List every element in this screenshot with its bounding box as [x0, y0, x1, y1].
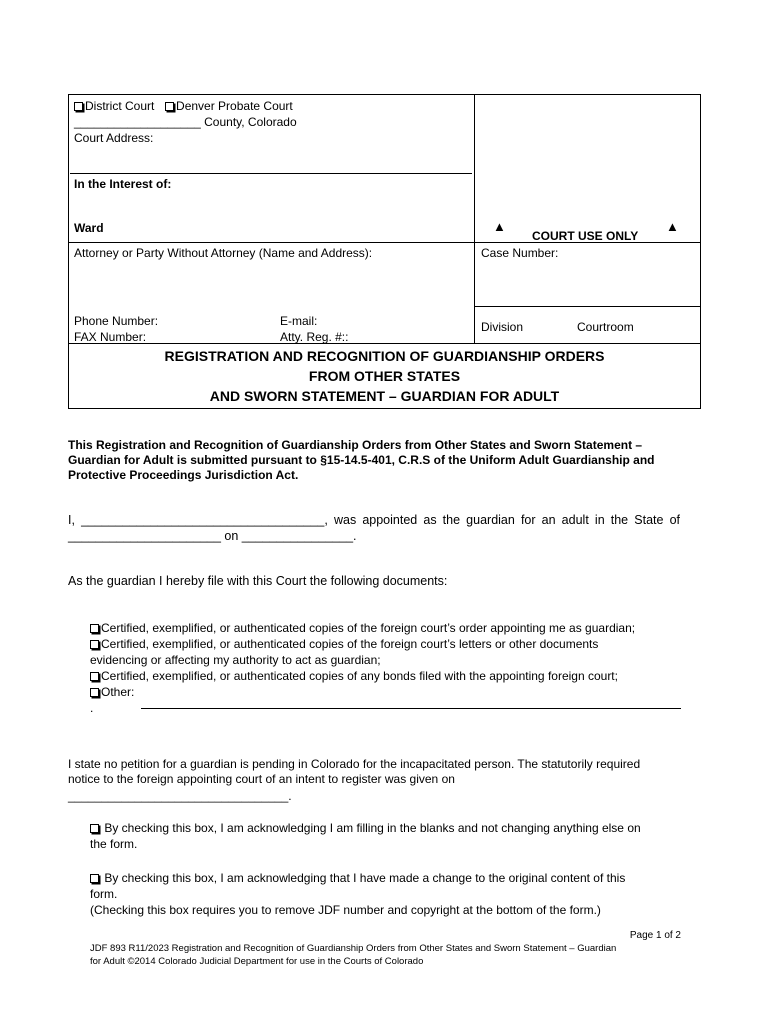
document-item-order[interactable]	[90, 620, 635, 636]
court-options	[74, 99, 293, 114]
caption-border-bottom	[68, 408, 701, 409]
acknowledgement-2	[90, 870, 625, 918]
title-line-3: AND SWORN STATEMENT – GUARDIAN FOR ADULT	[209, 388, 560, 404]
other-checkbox[interactable]	[90, 688, 99, 697]
court-address-label: Court Address:	[74, 131, 154, 145]
document-item-label: Certified, exemplified, or authenticated copies of the foreign court’s letters or other documents	[101, 637, 599, 651]
interest-label: In the Interest of:	[74, 177, 172, 191]
footer	[90, 942, 616, 968]
phone-label: Phone Number:	[74, 314, 159, 328]
ack-no-change-cont: the form.	[90, 837, 138, 851]
other-blank-line[interactable]	[141, 708, 681, 709]
court-use-only-label: COURT USE ONLY	[532, 229, 639, 243]
form-title	[68, 346, 701, 406]
triangle-left-icon: ▲	[493, 219, 506, 234]
caption-border-top	[68, 94, 701, 95]
document-item-bonds[interactable]	[90, 668, 635, 684]
ack-changed-checkbox[interactable]	[90, 874, 99, 883]
county-line[interactable]: ___________________ County, Colorado	[74, 115, 297, 129]
court-address-rule	[70, 173, 472, 174]
title-line-2: FROM OTHER STATES	[308, 368, 461, 384]
division-rule	[475, 306, 701, 307]
triangle-right-icon: ▲	[666, 219, 679, 234]
page-number: Page 1 of 2	[629, 930, 681, 941]
documents-list	[90, 620, 635, 716]
district-court-checkbox[interactable]	[74, 102, 83, 111]
ack-changed-cont: form.	[90, 887, 118, 901]
appointment-line-2: ______________________ on ________________.	[68, 529, 357, 543]
intro-line-1: This Registration and Recognition of Guardianship Orders from Other States and Sworn Statement –	[68, 438, 643, 452]
bonds-copies-checkbox[interactable]	[90, 672, 99, 681]
intro-line-2: Guardian for Adult is submitted pursuant to §15-14.5-401, C.R.S of the Uniform Adult Guardianship and	[68, 453, 655, 467]
ward-label: Ward	[74, 221, 104, 235]
fax-label: FAX Number:	[74, 330, 147, 344]
petition-statement	[68, 757, 640, 804]
petition-line-1: I state no petition for a guardian is pending in Colorado for the incapacitated person. The statutorily required	[68, 757, 641, 771]
other-label: Other:	[101, 685, 135, 699]
attorney-label: Attorney or Party Without Attorney (Name and Address):	[74, 246, 373, 260]
courtroom-label: Courtroom	[577, 320, 634, 334]
case-number-label: Case Number:	[481, 246, 559, 260]
order-copies-checkbox[interactable]	[90, 624, 99, 633]
intro-line-3: Protective Proceedings Jurisdiction Act.	[68, 468, 299, 482]
document-item-letters[interactable]	[90, 636, 635, 652]
footer-line-1: JDF 893 R11/2023 Registration and Recognition of Guardianship Orders from Other States and Sworn Statement – Guardian	[90, 943, 617, 954]
ack-changed-text: By checking this box, I am acknowledging that I have made a change to the original content of this	[101, 871, 626, 885]
denver-probate-label: Denver Probate Court	[176, 99, 293, 113]
district-court-label: District Court	[85, 99, 155, 113]
document-item-letters-cont: evidencing or affecting my authority to act as guardian;	[90, 653, 381, 667]
title-rule	[68, 343, 701, 344]
ack-no-change-text: By checking this box, I am acknowledging I am filling in the blanks and not changing anything else on	[101, 821, 641, 835]
appointment-statement[interactable]	[68, 512, 680, 544]
letters-copies-checkbox[interactable]	[90, 640, 99, 649]
document-item-label: Certified, exemplified, or authenticated copies of any bonds filed with the appointing foreign court;	[101, 669, 618, 683]
intro-paragraph	[68, 438, 655, 483]
petition-date-blank[interactable]: _________________________________.	[68, 789, 292, 803]
appointment-line-1: I, ___________________________________, was appointed as the guardian for an adult in the State of	[68, 513, 680, 527]
file-statement: As the guardian I hereby file with this Court the following documents:	[68, 574, 448, 588]
division-label: Division	[481, 320, 524, 334]
title-line-1: REGISTRATION AND RECOGNITION OF GUARDIANSHIP ORDERS	[164, 348, 605, 364]
document-item-label: Certified, exemplified, or authenticated copies of the foreign court’s order appointing me as guardian;	[101, 621, 636, 635]
ack-changed-note: (Checking this box requires you to remove JDF number and copyright at the bottom of the form.)	[90, 903, 601, 917]
acknowledgement-1	[90, 820, 641, 852]
denver-probate-checkbox[interactable]	[165, 102, 174, 111]
ack-no-change-checkbox[interactable]	[90, 824, 99, 833]
atty-reg-label: Atty. Reg. #::	[280, 330, 349, 344]
footer-line-2: for Adult ©2014 Colorado Judicial Department for use in the Courts of Colorado	[90, 956, 424, 967]
petition-line-2: notice to the foreign appointing court of an intent to register was given on	[68, 772, 455, 786]
other-period: .	[90, 701, 94, 715]
document-item-other[interactable]	[90, 684, 635, 700]
email-label: E-mail:	[280, 314, 318, 328]
